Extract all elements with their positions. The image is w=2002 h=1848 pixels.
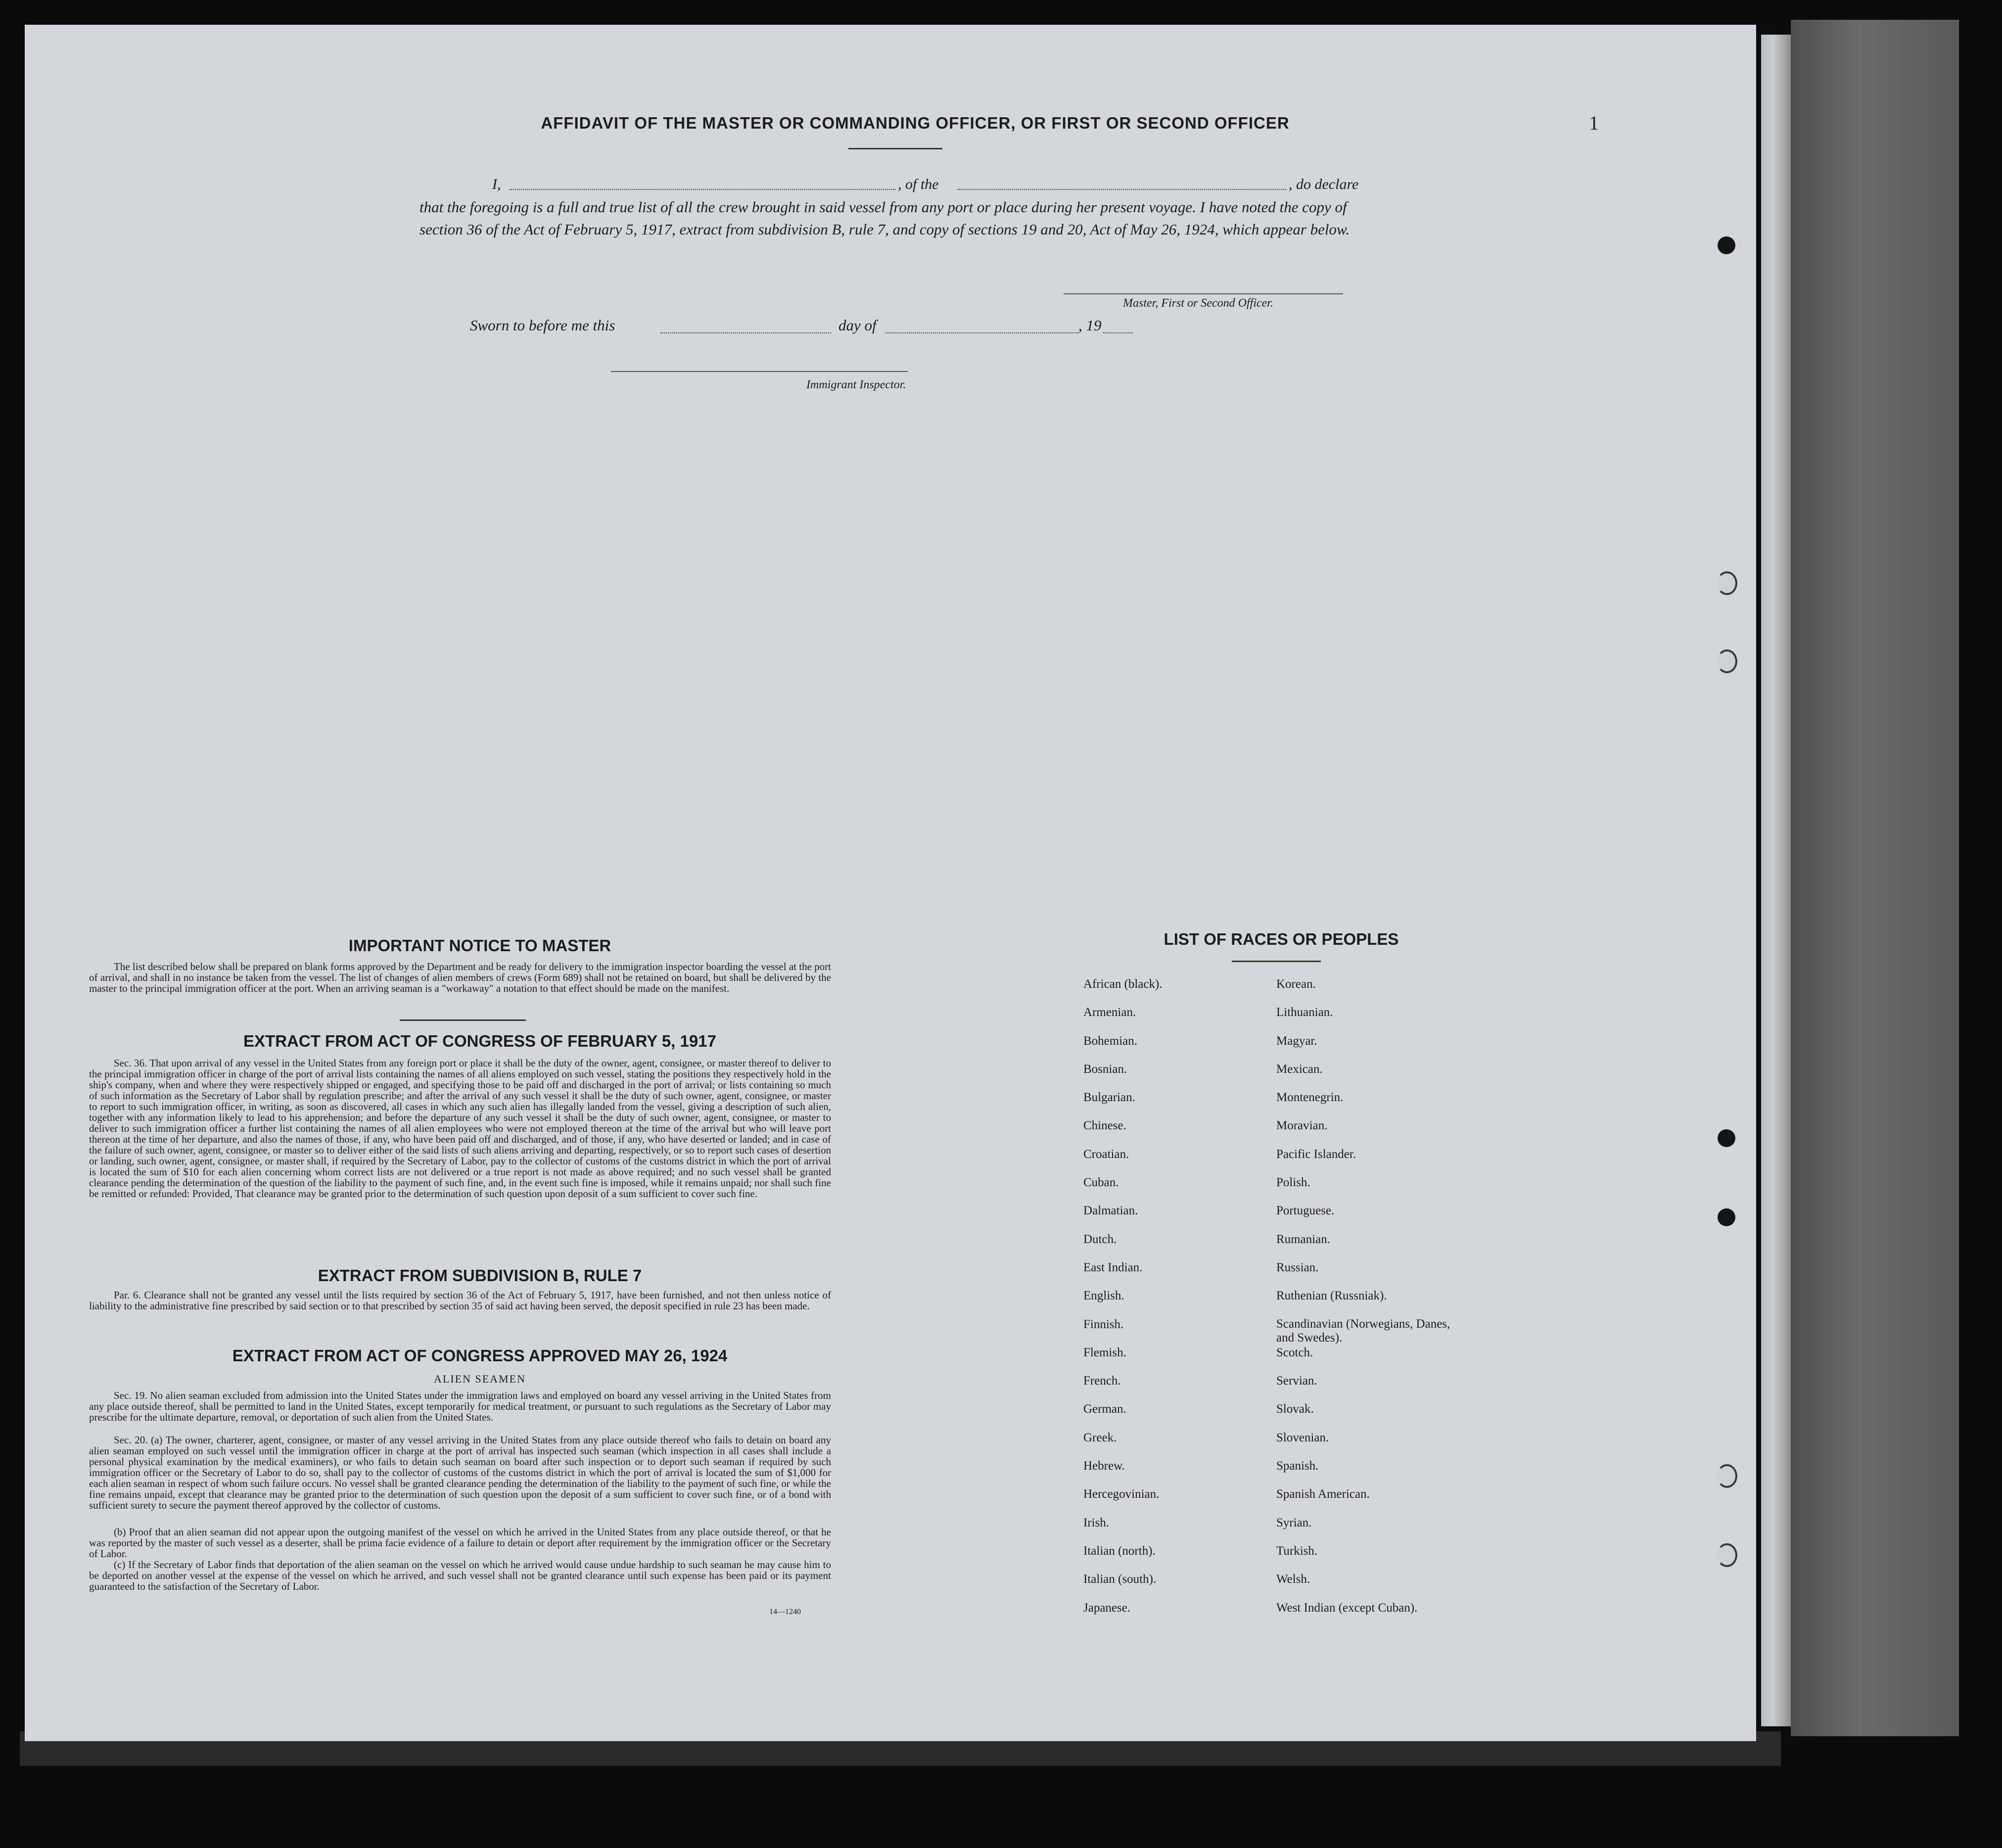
sec-20c-text: (c) If the Secretary of Labor finds that deportation of the alien seaman on the vessel on which he arrived would cause undue hardship to such seaman he may cause him to be deported on another vessel at the expense of the vessel on which he arrived, and such vessel shall not be granted clearance until such expense has been paid or its payment guaranteed to the satisfaction of the Secretary of Labor. — [89, 1559, 831, 1592]
races-left-column — [1083, 977, 1163, 1629]
race-item: Polish. — [1276, 1176, 1310, 1190]
race-item: Greek. — [1083, 1431, 1117, 1444]
inspector-label: Immigrant Inspector. — [806, 378, 906, 391]
page-stack-edge — [1761, 35, 1791, 1726]
race-item: Italian (south). — [1083, 1572, 1157, 1586]
race-item: Flemish. — [1083, 1345, 1126, 1359]
race-item: Ruthenian (Russniak). — [1276, 1289, 1387, 1303]
binder-hole-icon — [1718, 1208, 1735, 1226]
race-item: Dutch. — [1083, 1232, 1117, 1246]
binder-ring-icon — [1717, 649, 1737, 673]
race-item: Chinese. — [1083, 1119, 1126, 1133]
sec-19-text: Sec. 19. No alien seaman excluded from admission into the United States under the immigration laws and employed on board any vessel arriving in the United States from any place outside thereof, shall be permitted to land in the United States, except temporarily for medical treatment, or pursuant to such regulations as the Secretary of Labor may prescribe for the ultimate departure, removal, or deportation of such alien from the United States. — [89, 1389, 831, 1423]
scan-background — [1791, 20, 1959, 1736]
race-item: French. — [1083, 1374, 1121, 1388]
race-item: Korean. — [1276, 977, 1316, 991]
race-item: Dalmatian. — [1083, 1204, 1138, 1218]
race-item: Spanish American. — [1276, 1487, 1370, 1501]
binder-ring-icon — [1717, 1464, 1737, 1488]
sworn-month-field[interactable] — [885, 332, 1078, 333]
race-item: Servian. — [1276, 1374, 1317, 1388]
race-item: Irish. — [1083, 1516, 1110, 1529]
binder-hole-icon — [1718, 236, 1735, 254]
race-item: East Indian. — [1083, 1260, 1143, 1274]
sworn-date-field[interactable] — [660, 332, 831, 333]
section-divider — [400, 1019, 526, 1021]
race-item: Mexican. — [1276, 1062, 1323, 1076]
notice-body: The list described below shall be prepared on blank forms approved by the Department and be ready for delivery to the immigration inspector boarding the vessel at the port of arrival, and shall in no instance be taken from the vessel. The list of changes of alien members of crews (Form 689) shall not be retained on board, but shall be delivered by the master to the principal immigration officer at the port. When an arriving seaman is a "workaway" a notation to that effect should be made on the manifest. — [89, 961, 831, 994]
race-item: Magyar. — [1276, 1034, 1317, 1048]
title-rule — [848, 148, 942, 149]
sworn-day-of: day of — [838, 317, 877, 334]
sworn-year: , 19 — [1078, 317, 1102, 334]
extract-1917-body: Sec. 36. That upon arrival of any vessel in the United States from any foreign port or place it shall be the duty of the owner, agent, consignee, or master thereof to deliver to the principal immigration officer in charge of the port of arrival lists containing the names of all aliens employed on such vessel, stating the positions they respectively hold in the ship's company, when and where they were respectively shipped or engaged, and specifying those to be paid off and discharged in the port of arrival; or lists containing so much of such information as the Secretary of Labor shall by regulation prescribe; and after the arrival of any such vessel it shall be the duty of such owner, agent, consignee, or master to report to such immigration officer, in writing, as soon as discovered, all cases in which any such alien has illegally landed from the vessel, giving a description of such alien, together with any information likely to lead to his apprehension; and before the departure of any such vessel it shall be the duty of such owner, agent, consignee, or master to deliver to such immigration officer a further list containing the names of all alien employees who were not employed thereon at the time of the arrival but who will leave port thereon at the time of her departure, and also the names of those, if any, who have been paid off and discharged, and of those, if any, who have deserted or landed; and in case of the failure of such owner, agent, consignee, or master so to deliver either of the said lists of such aliens arriving and departing, respectively, or so to report such cases of desertion or landing, such owner, agent, consignee, or master shall, if required by the Secretary of Labor, pay to the collector of customs of the customs district in which the port of arrival is located the sum of $10 for each alien concerning whom correct lists are not delivered or a true report is not made as above required; and no such vessel shall be granted clearance pending the determination of the question of the liability to the payment of such fine, and, in the event such fine is imposed, while it remains unpaid; nor shall such fine be remitted or refunded: Provided, That clearance may be granted prior to the determination of such question upon deposit of a sum sufficient to cover such fine. — [89, 1057, 831, 1200]
race-item: English. — [1083, 1289, 1124, 1303]
master-signature-line[interactable] — [1064, 293, 1343, 294]
race-item: Hebrew. — [1083, 1459, 1125, 1473]
race-item: Scotch. — [1276, 1345, 1313, 1359]
sec-20b-text: (b) Proof that an alien seaman did not appear upon the outgoing manifest of the vessel on which he arrived in the United States from any place outside thereof, or that he was reported by the master of such vessel as a deserter, shall be prima facie evidence of a failure to detain or deport after requirement by the immigration officer or the Secretary of Labor. — [89, 1526, 831, 1560]
race-item: Hercegovinian. — [1083, 1487, 1160, 1501]
alien-seamen-subtitle: ALIEN SEAMEN — [434, 1373, 526, 1385]
races-title: LIST OF RACES OR PEOPLES — [1164, 930, 1399, 948]
affidavit-title: AFFIDAVIT OF THE MASTER OR COMMANDING OFFICER, OR FIRST OR SECOND OFFICER — [541, 114, 1290, 132]
form-number: 14—1240 — [769, 1608, 801, 1616]
race-item: Slovenian. — [1276, 1431, 1329, 1444]
race-item: Armenian. — [1083, 1006, 1136, 1019]
race-item: Welsh. — [1276, 1572, 1310, 1586]
race-item: Spanish. — [1276, 1459, 1319, 1473]
race-item: Italian (north). — [1083, 1544, 1156, 1558]
race-item: Japanese. — [1083, 1601, 1131, 1615]
extract-rule7-title: EXTRACT FROM SUBDIVISION B, RULE 7 — [318, 1266, 642, 1285]
race-item: Montenegrin. — [1276, 1091, 1344, 1105]
race-item: Finnish. — [1083, 1317, 1124, 1331]
race-item: Portuguese. — [1276, 1204, 1335, 1218]
race-item: Moravian. — [1276, 1119, 1328, 1133]
sec-20a-text: Sec. 20. (a) The owner, charterer, agent, consignee, or master of any vessel arriving in the United States from any place outside thereof who fails to detain on board any alien seaman employed on such vessel until the immigration officer in charge at the port of arrival has inspected such seaman (which inspection in all cases shall include a personal physical examination by the medical examiners), or who fails to detain such seaman on board after such inspection or to deport such seaman if required by such immigration officer or the Secretary of Labor to do so, shall pay to the collector of customs of the customs district in which the port of arrival is located the sum of $1,000 for each alien seaman in respect of whom such failure occurs. No vessel shall be granted clearance pending the determination of the liability to the payment of such fine, or while the fine remains unpaid, except that clearance may be granted prior to the determination of such question upon the deposit of a sum sufficient to cover such fine, or of a bond with sufficient surety to secure the payment thereof approved by the collector of customs. — [89, 1434, 831, 1511]
affidavit-statement: that the foregoing is a full and true list of all the crew brought in said vessel from any port or place during her present voyage. I have noted the copy of section 36 of the Act of February 5, 1917, extract from subdivision B, rule 7, and copy of sections 19 and 20, Act of May 26, 1924, which appear below. — [419, 198, 1350, 238]
race-item: Scandinavian (Norwegians, Danes, and Swedes). — [1276, 1317, 1450, 1344]
binder-hole-icon — [1718, 1129, 1735, 1147]
master-name-field[interactable] — [510, 189, 895, 190]
page-mark: 1 — [1589, 112, 1599, 134]
race-item: West Indian (except Cuban). — [1276, 1601, 1418, 1615]
races-rule — [1232, 961, 1321, 962]
race-item: German. — [1083, 1402, 1126, 1416]
binder-ring-icon — [1717, 1543, 1737, 1567]
extract-1924-title: EXTRACT FROM ACT OF CONGRESS APPROVED MAY 26, 1924 — [232, 1346, 728, 1365]
binder-ring-icon — [1717, 571, 1737, 595]
inspector-signature-line[interactable] — [611, 371, 908, 372]
race-item: Syrian. — [1276, 1516, 1312, 1529]
master-signature-label: Master, First or Second Officer. — [1123, 297, 1273, 310]
race-item: Rumanian. — [1276, 1232, 1331, 1246]
race-item: Cuban. — [1083, 1176, 1119, 1190]
sworn-year-field[interactable] — [1103, 332, 1133, 333]
race-item: Pacific Islander. — [1276, 1147, 1356, 1161]
affidavit-i: I, — [492, 176, 501, 192]
race-item: Lithuanian. — [1276, 1006, 1333, 1019]
races-right-column — [1276, 977, 1474, 1629]
race-item: Slovak. — [1276, 1402, 1314, 1416]
race-item: Croatian. — [1083, 1147, 1129, 1161]
extract-rule7-body: Par. 6. Clearance shall not be granted any vessel until the lists required by section 36 of the Act of February 5, 1917, have been furnished, and not then unless notice of liability to the administrative fine prescribed by said section or to that prescribed by section 35 of said act having been served, the deposit specified in rule 23 has been made. — [89, 1289, 831, 1312]
race-item: Russian. — [1276, 1260, 1319, 1274]
vessel-name-field[interactable] — [957, 189, 1286, 190]
affidavit-of-the: , of the — [898, 176, 939, 192]
extract-1917-title: EXTRACT FROM ACT OF CONGRESS OF FEBRUARY 5, 1917 — [243, 1032, 716, 1050]
notice-title: IMPORTANT NOTICE TO MASTER — [348, 936, 611, 955]
race-item: Bosnian. — [1083, 1062, 1127, 1076]
race-item: Turkish. — [1276, 1544, 1318, 1558]
race-item: African (black). — [1083, 977, 1163, 991]
affidavit-declare: , do declare — [1289, 176, 1359, 192]
race-item: Bohemian. — [1083, 1034, 1138, 1048]
race-item: Bulgarian. — [1083, 1091, 1135, 1105]
sworn-prefix: Sworn to before me this — [470, 317, 615, 334]
